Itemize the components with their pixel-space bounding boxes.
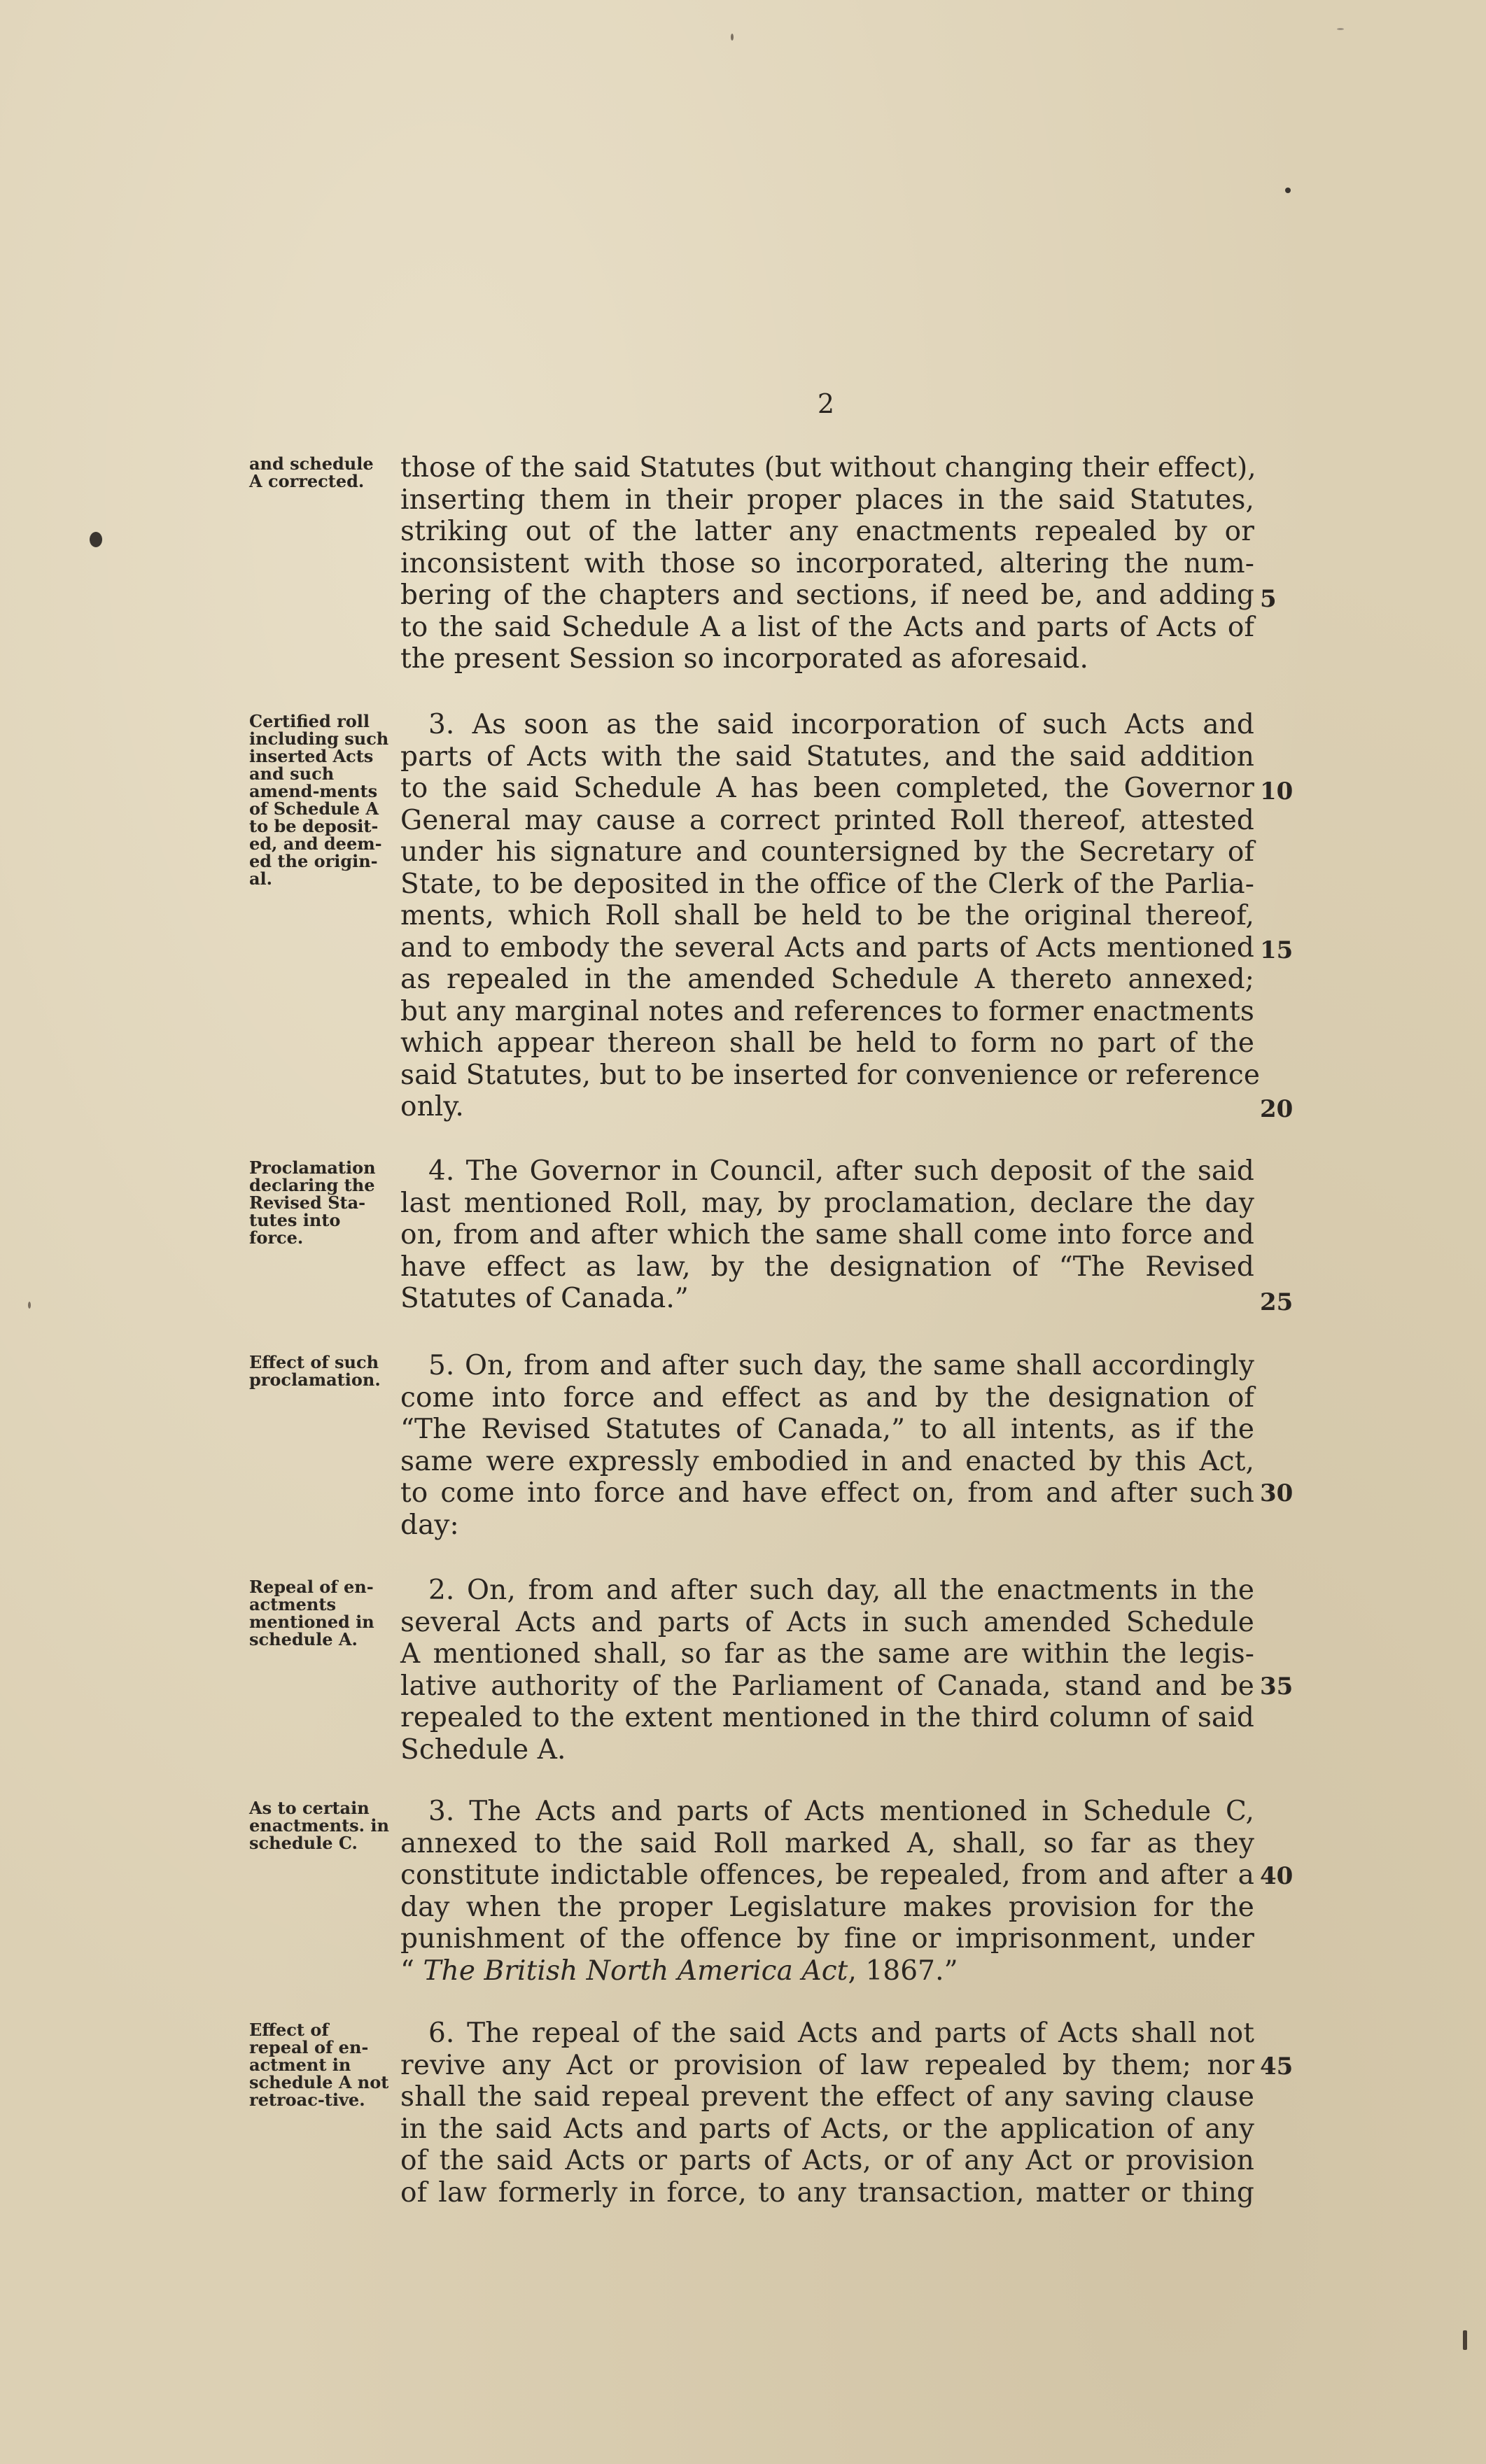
text-line: in the said Acts and parts of Acts, or the application of any [400, 2113, 1254, 2145]
text-line: 5. On, from and after such day, the same shall accordingly [428, 1350, 1254, 1381]
text-line: day when the proper Legislature makes provision for the [400, 1891, 1254, 1923]
text-line: and to embody the several Acts and parts of Acts mentioned [400, 931, 1254, 964]
section-body [400, 1796, 1254, 1987]
line-number: 35 [1260, 1673, 1294, 1701]
text-line: under his signature and countersigned by the Secretary of [400, 836, 1254, 868]
text-line: of the said Acts or parts of Acts, or of any Act or provision [400, 2145, 1254, 2176]
text-line: bering of the chapters and sections, if need be, and adding [400, 579, 1254, 611]
text-line: 3. As soon as the said incorporation of such Acts and [428, 709, 1254, 740]
text-line: 2. On, from and after such day, all the enactments in the [428, 1575, 1254, 1606]
text-line: which appear thereon shall be held to form no part of the [400, 1027, 1254, 1059]
margin-note: Effect of such proclamation. [249, 1352, 381, 1390]
text-line: 3. The Acts and parts of Acts mentioned in Schedule C, [428, 1796, 1254, 1827]
text-line: inconsistent with those so incorporated, altering the num- [400, 547, 1254, 579]
text-line: 4. The Governor in Council, after such deposit of the said [428, 1155, 1254, 1187]
text-line: General may cause a correct printed Roll thereof, attested [400, 804, 1254, 836]
line-number: 30 [1260, 1479, 1294, 1507]
text-line: on, from and after which the same shall come into force and [400, 1219, 1254, 1251]
text-line: lative authority of the Parliament of Canada, stand and be [400, 1670, 1254, 1702]
section-body [400, 1350, 1254, 1541]
margin-note: Repeal of en-actments mentioned in schedule A. [249, 1577, 374, 1649]
text-line: as repealed in the amended Schedule A thereto annexed; [400, 964, 1254, 995]
page-number: 2 [817, 388, 835, 419]
text-line: of law formerly in force, to any transaction, matter or thing [400, 2176, 1254, 2209]
paper-speck [1463, 2330, 1467, 2350]
section-body [400, 1155, 1254, 1315]
text-line: those of the said Statutes (but without changing their effect), [400, 452, 1256, 484]
text-line: said Statutes, but to be inserted for convenience or reference [400, 1059, 1261, 1091]
margin-note: As to certain enactments. in schedule C. [249, 1798, 389, 1853]
paper-speck [1337, 28, 1344, 30]
text-line: parts of Acts with the said Statutes, and the said addition [400, 740, 1254, 773]
paper-speck [28, 1302, 31, 1309]
text-line: “The Revised Statutes of Canada,” to all intents, as if the [400, 1414, 1254, 1445]
paper-speck [90, 532, 102, 547]
text-line: only. [400, 1091, 464, 1122]
text-line: State, to be deposited in the office of the Clerk of the Parlia- [400, 868, 1254, 900]
text-line: come into force and effect as and by the designation of [400, 1381, 1254, 1414]
text-line: day: [400, 1509, 459, 1541]
section-body [400, 452, 1254, 675]
text-line: have effect as law, by the designation of “The Revised [400, 1251, 1254, 1283]
margin-note: and schedule A corrected. [249, 453, 374, 491]
text-line: A mentioned shall, so far as the same are within the legis- [400, 1638, 1254, 1670]
text-line: to come into force and have effect on, from and after such [400, 1477, 1254, 1509]
text-line: 6. The repeal of the said Acts and parts of Acts shall not [428, 2018, 1254, 2049]
section-body [400, 709, 1261, 1123]
line-number: 40 [1260, 1862, 1294, 1890]
text-line: the present Session so incorporated as aforesaid. [400, 643, 1088, 675]
text-line: repealed to the extent mentioned in the third column of said [400, 1702, 1254, 1733]
section-body [400, 2018, 1254, 2209]
text-line: Schedule A. [400, 1733, 566, 1766]
text-line: to the said Schedule A has been completed, the Governor [400, 773, 1254, 804]
text-line: striking out of the latter any enactments repealed by or [400, 516, 1254, 547]
paper-speck [731, 34, 734, 41]
margin-note: Certified roll including such inserted Acts and such amend-ments of Schedule A to be deposit-ed, and deem-ed the origin-al. [249, 711, 389, 889]
text-line: to the said Schedule A a list of the Acts and parts of Acts of [400, 611, 1254, 643]
paper-speck [1285, 188, 1291, 193]
text-line: constitute indictable offences, be repealed, from and after a [400, 1859, 1254, 1891]
text-line: shall the said repeal prevent the effect of any saving clause [400, 2081, 1254, 2113]
section-body [400, 1575, 1254, 1766]
margin-note: Effect of repeal of en-actment in schedule A not retroac-tive. [249, 2020, 389, 2110]
margin-note: Proclamation declaring the Revised Sta-tutes into force. [249, 1157, 376, 1248]
line-number: 45 [1260, 2053, 1294, 2081]
line-number: 10 [1260, 777, 1294, 805]
text-line: ments, which Roll shall be held to be the original thereof, [400, 900, 1254, 931]
text-line: same were expressly embodied in and enacted by this Act, [400, 1445, 1254, 1477]
text-line: inserting them in their proper places in the said Statutes, [400, 484, 1254, 516]
text-line: several Acts and parts of Acts in such amended Schedule [400, 1606, 1254, 1638]
line-number: 25 [1260, 1288, 1294, 1316]
text-line: “ The British North America Act, 1867.” [400, 1955, 958, 1987]
line-number: 5 [1260, 585, 1277, 613]
text-line: but any marginal notes and references to former enactments [400, 995, 1254, 1027]
text-line: annexed to the said Roll marked A, shall, so far as they [400, 1827, 1254, 1859]
text-line: punishment of the offence by fine or imprisonment, under [400, 1923, 1254, 1955]
line-number: 15 [1260, 936, 1294, 964]
text-line: last mentioned Roll, may, by proclamation, declare the day [400, 1187, 1254, 1219]
line-number: 20 [1260, 1095, 1294, 1123]
text-line: revive any Act or provision of law repealed by them; nor [400, 2049, 1254, 2081]
text-line: Statutes of Canada.” [400, 1283, 689, 1314]
